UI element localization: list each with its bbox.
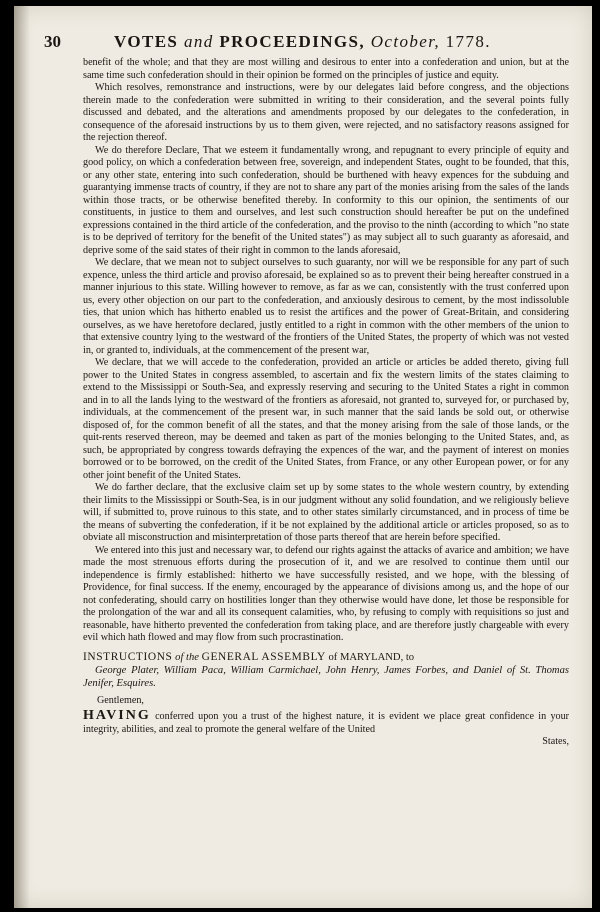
paragraph: benefit of the whole; and that they are most willing and desirous to enter into a confederation and union, but at the same time such confederation should in their opinion be formed on the principles of justice and equity. xyxy=(83,57,569,81)
paragraph: We entered into this just and necessary war, to defend our rights against the attacks of avarice and ambition; we have made the most strenuous efforts during the prosecution of it, and we are resolved to continue them until our independence is firmly established: hitherto we have successfully resisted, and we hope, with the blessing of Providence, for final success. If the enemy, encouraged by the appearance of divisions among us, and the hope of our not confederating, should carry on hostilities longer than they otherwise would have done, let those be responsible for the prolongation of the war and all its consequent calamities, who, by refusing to comply with requisitions so just and reasonable, have hitherto prevented the confederation from taking place, and are therefore justly chargeable with every evil which hath flowed and may flow from such procrastination. xyxy=(83,544,569,643)
instructions-lead: INSTRUCTIONS xyxy=(83,650,173,663)
delegate-names: George Plater, William Paca, William Carmichael, John Henry, James Forbes, and Daniel of St. Thomas Jenifer, Esquires. xyxy=(83,664,569,689)
paragraph: We do farther declare, that the exclusive claim set up by some states to the whole western country, by extending their limits to the Mississippi or South-Sea, is in our judgment without any solid foundation, and we religiously believe will, if submitted to, prove ruinous to this state, and to other states similarly circumstanced, and in process of time be the means of subverting the confederation, if it be not explained by the additional article or articles proposed, so as to obviate all misconstruction and misinterpretation of those parts thereof that are herein before specified. xyxy=(83,482,569,543)
page-number: 30 xyxy=(44,32,61,51)
page-shadow xyxy=(14,6,30,908)
instructions-heading xyxy=(83,651,569,690)
instructions-of-the: of the xyxy=(175,651,199,663)
document-page xyxy=(14,6,592,908)
title-votes: VOTES xyxy=(114,32,179,51)
paragraph: We do therefore Declare, That we esteem it fundamentally wrong, and repugnant to every principle of equity and good policy, on which a confederation between free, sovereign, and independent States, ought to be founded, that this, or any other state, entering into such confederation, should be burthened with heavy expences for the subduing and guarantying immense tracts of country, if they are not to share any part of the monies arising from the sales of the lands within those tracts, or be otherwise benefited thereby. In conformity to this our opinion, the sentiments of our constituents, in justice to them and ourselves, and lest such construction should hereafter be put on the undefined expressions contained in the third article of the confederation, and the proviso to the ninth (according to which "no state is to be deprived of territory for the benefit of the United states") as may subject all to such guaranty as aforesaid, and deprive some of the said states of their right in common to the lands aforesaid, xyxy=(83,144,569,256)
paragraph: We declare, that we will accede to the confederation, provided an article or articles be added thereto, giving full power to the United States in congress assembled, to ascertain and fix the western limits of the states claiming to extend to the Mississippi or South-Sea, and expressly reserving and securing to the United States a right in common and in to all the lands lying to the westward of the frontiers as aforesaid, not granted to, surveyed for, or purchased by, individuals, at the commencement of the present war, in such manner that the said lands be sold out, or otherwise disposed of, for the common benefit of all the states, and that the money arising from the sale of those lands, or the quit-rents reserved thereon, may be deemed and taken as part of the monies belonging to the United States, and, as such, be appropriated by congress towards defraying the expences of the war, and the payment of interest on monies borrowed or to be borrowed, on the credit of the United States, from France, or any other European power, or for any other joint benefit of the United States. xyxy=(83,357,569,481)
closing-paragraph xyxy=(83,710,569,736)
general-assembly: GENERAL ASSEMBLY xyxy=(201,650,326,663)
title-year: 1778. xyxy=(445,32,491,51)
catchword: States, xyxy=(542,736,569,747)
title-proceedings: PROCEEDINGS, xyxy=(219,32,366,51)
running-title xyxy=(114,32,491,52)
paragraph: We declare, that we mean not to subject ourselves to such guaranty, nor will we be responsible for any part of such expence, unless the third article and proviso aforesaid, be explained so as to prevent their being hereafter construed in a manner injurious to this state. Willing however to remove, as far as we can, consistently with the trust conferred upon us, every other objection on our part to the confederation, and anxiously desirous to cement, by the most indissoluble ties, that union which has hitherto enabled us to resist the artifices and the power of Great-Britain, and considering ourselves, as we have heretofore declared, justly entitled to a right in common with the other members of the union to that extensive country lying to the westward of the frontiers of the United States, the property of which was not vested in, or granted to, individuals, at the commencement of the present war, xyxy=(83,257,569,356)
drop-word: HAVING xyxy=(83,708,151,723)
document-body xyxy=(83,57,569,749)
salutation: Gentlemen, xyxy=(97,694,144,706)
title-month: October, xyxy=(370,32,440,51)
title-and: and xyxy=(183,32,214,51)
of-maryland: of MARYLAND, to xyxy=(328,651,415,663)
page-header xyxy=(28,32,582,58)
closing-text: conferred upon you a trust of the highest nature, it is evident we place great confidence in your integrity, abilities, and zeal to promote the general welfare of the United xyxy=(83,711,569,735)
paragraph: Which resolves, remonstrance and instructions, were by our delegates laid before congress, and the objections therein made to the confederation were submitted in writing to their consideration, and the several points fully discussed and debated, and the alterations and amendments proposed by our delegates to the confederation, in consequence of the aforesaid instructions by us to them given, were rejected, and no satisfactory reasons assigned for the rejection thereof. xyxy=(83,82,569,143)
